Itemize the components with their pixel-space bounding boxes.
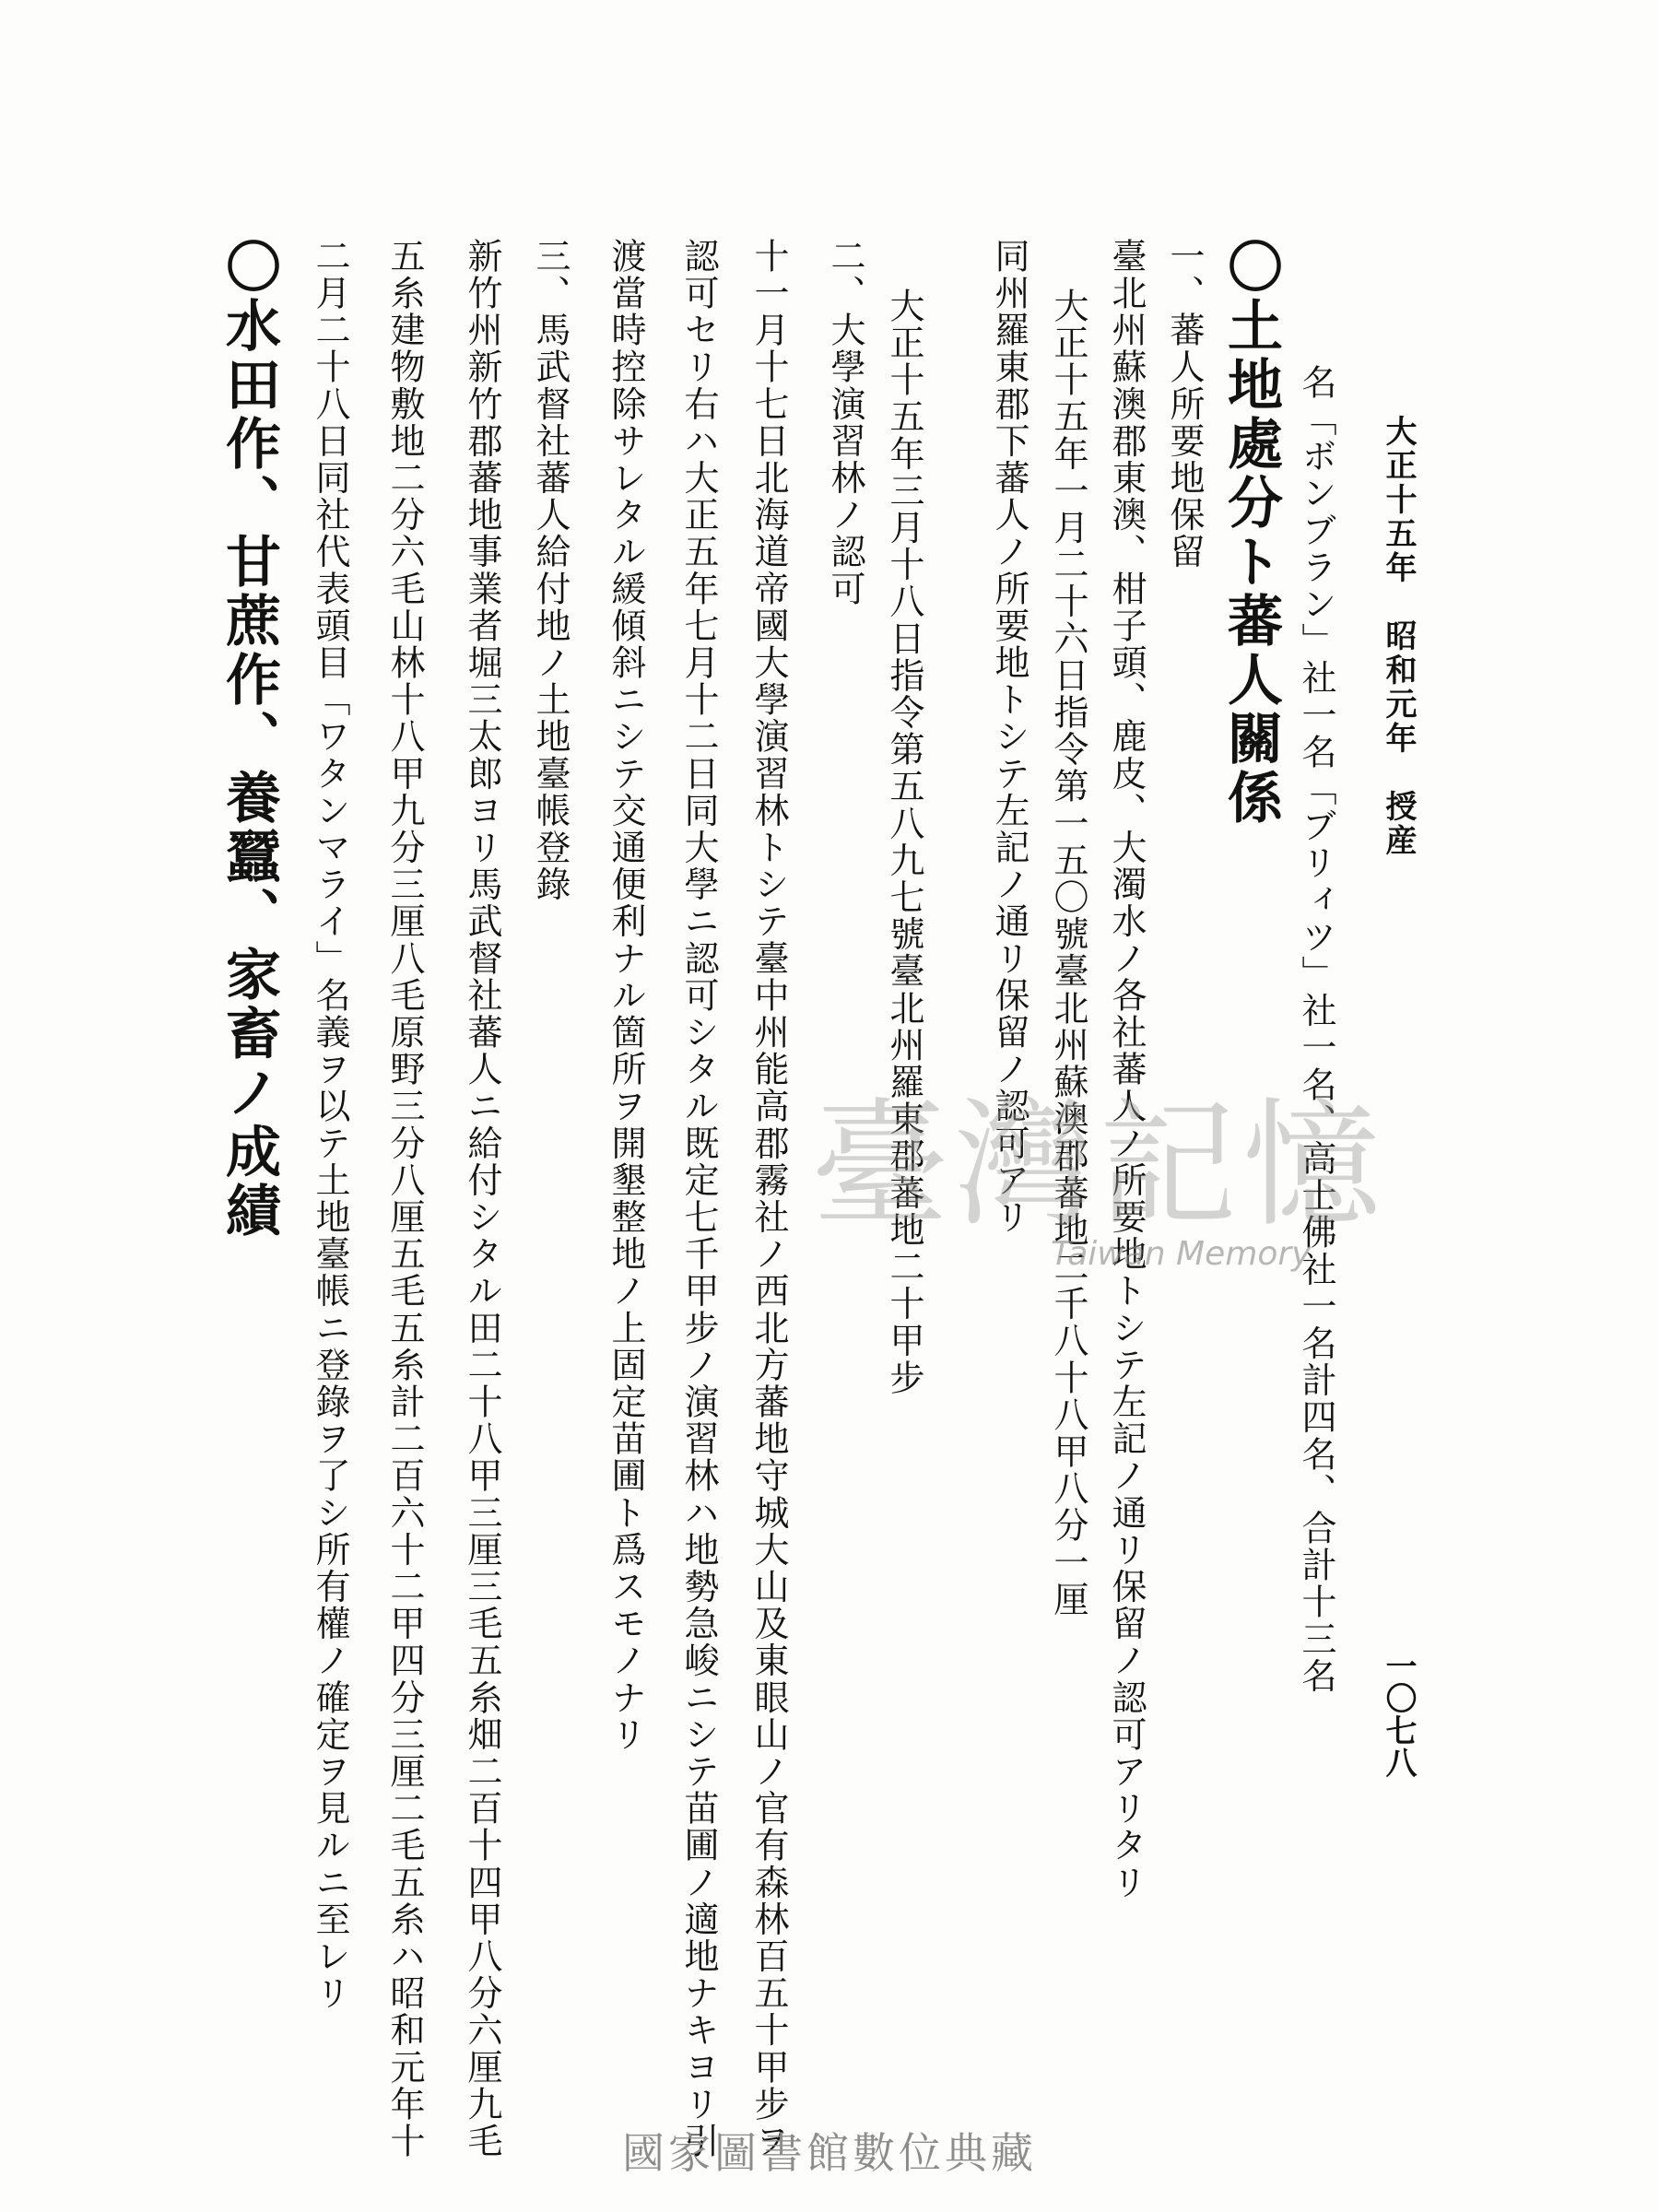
text-column-13: 新竹州新竹郡蕃地事業者堀三太郎ヨリ馬武督社蕃人ニ給付シタル田二十八甲三厘三毛五糸畑二百十四甲八分六厘九毛 [462, 238, 502, 2160]
text-column-15: 二月二十八日同社代表頭目「ワタンマライ」名義ヲ以テ土地臺帳ニ登錄ヲ了シ所有權ノ確定ヲ見ルニ至レリ [310, 238, 350, 2012]
text-column-4: 臺北州蘇澳郡東澳、柑子頭、鹿皮、大濁水ノ各社蕃人ノ所要地トシテ左記ノ通リ保留ノ認可アリタリ [1106, 238, 1147, 1901]
watermark-title: 臺灣記憶 [811, 1086, 1387, 1246]
text-column-5: 大正十五年一月二十六日指令第一五〇號臺北州蘇澳郡蕃地二千八十八甲八分一厘 [1048, 288, 1088, 1618]
watermark-logo [811, 1086, 1387, 1281]
text-column-11: 渡當時控除サレタル緩傾斜ニシテ交通便利ナル箇所ヲ開墾整地ノ上固定苗圃ト爲スモノナリ [606, 238, 646, 1754]
text-column-7: 大正十五年三月十八日指令第五八九七號臺北州羅東郡蕃地二十甲步 [884, 288, 924, 1396]
subsection-heading-1: 一、蕃人所要地保留 [1164, 238, 1205, 571]
text-column-14: 五糸建物敷地二分六毛山林十八甲九分三厘八毛原野三分八厘五毛五糸計二百六十二甲四分三厘二毛五糸ハ昭和元年十 [384, 238, 425, 2160]
running-title: 大正十五年 昭和元年 授産 [1380, 415, 1417, 858]
section-heading-crops: 〇水田作、甘蔗作、養蠶、家畜ノ成績 [217, 238, 281, 1241]
text-column-6: 同州羅東郡下蕃人ノ所要地トシテ左記ノ通リ保留ノ認可アリ [989, 238, 1030, 1236]
watermark-subtitle: Taiwan Memory [1051, 1235, 1312, 1273]
text-column-9: 十一月十七日北海道帝國大學演習林トシテ臺中州能高郡霧社ノ西北方蕃地守城大山及東眼山ノ官有森林百五十甲步ヲ [748, 238, 789, 2160]
subsection-heading-2: 二、大學演習林ノ認可 [825, 238, 865, 607]
subsection-heading-3: 三、馬武督社蕃人給付地ノ土地臺帳登錄 [530, 238, 571, 903]
footer-archive-label: 國家圖書館數位典藏 [622, 2128, 1037, 2178]
text-column-10: 認可セリ右ハ大正五年七月十二日同大學ニ認可シタル既定七千甲步ノ演習林ハ地勢急峻ニシテ苗圃ノ適地ナキヨリ引 [678, 238, 719, 2160]
section-heading-land: 〇土地處分ト蕃人關係 [1218, 238, 1283, 828]
text-column-1: 名「ボンブラン」社一名「ブリィツ」社一名、高士佛社一名計四名、合計十三名 [1296, 364, 1336, 1695]
page-number: 一〇七八 [1380, 1650, 1417, 1779]
